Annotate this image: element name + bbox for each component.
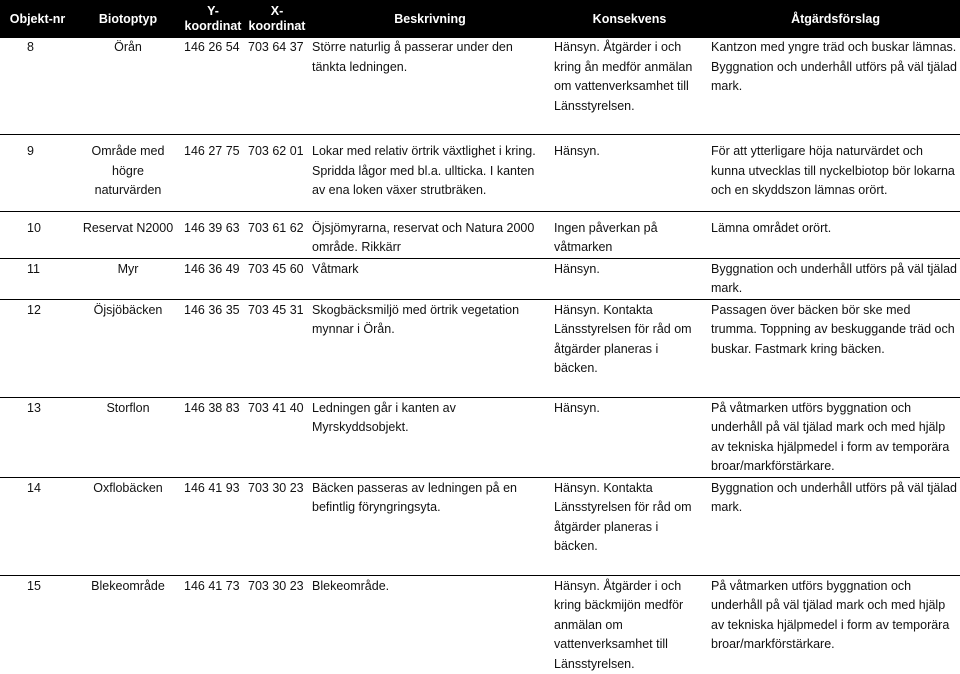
cell-x: 703 30 23	[245, 479, 309, 557]
cell-atgard: På våtmarken utförs byggnation och underhåll på väl tjälad mark och med hjälp av tekniska hjälpmedel i form av temporära broar/markförstärkare.	[708, 577, 960, 674]
cell-x: 703 62 01	[245, 136, 309, 201]
table-row	[0, 301, 960, 379]
header-biotoptyp: Biotoptyp	[75, 0, 181, 38]
cell-atgard: För att ytterligare höja naturvärdet och kunna utvecklas till nyckelbiotop bör lokarna och en skyddszon lämnas orört.	[708, 136, 960, 201]
header-x-koordinat: X- koordinat	[245, 0, 309, 38]
table-row	[0, 577, 960, 674]
cell-atgard: Passagen över bäcken bör ske med trumma. Toppning av beskuggande träd och buskar. Fastmark kring bäcken.	[708, 301, 960, 379]
cell-biotoptyp: Område med högre naturvärden	[75, 136, 181, 201]
table-row	[0, 399, 960, 478]
cell-nr: 15	[0, 577, 75, 674]
table-row	[0, 38, 960, 116]
header-atgard: Åtgärdsförslag	[708, 0, 960, 38]
cell-atgard: Byggnation och underhåll utförs på väl tjälad mark.	[708, 479, 960, 557]
cell-biotoptyp: Oxflobäcken	[75, 479, 181, 557]
table-row	[0, 213, 960, 259]
cell-nr: 12	[0, 301, 75, 379]
cell-nr: 14	[0, 479, 75, 557]
cell-biotoptyp: Storflon	[75, 399, 181, 478]
cell-y: 146 39 63	[181, 213, 245, 259]
cell-y: 146 38 83	[181, 399, 245, 478]
cell-x: 703 41 40	[245, 399, 309, 478]
cell-y: 146 26 54	[181, 38, 245, 116]
cell-nr: 8	[0, 38, 75, 116]
cell-konsekvens: Hänsyn. Åtgärder i och kring bäckmijön medför anmälan om vattenverksamhet till Länsstyrelsen.	[551, 577, 708, 674]
cell-beskrivning: Bäcken passeras av ledningen på en befintlig föryngringsyta.	[309, 479, 551, 557]
cell-atgard: Lämna området orört.	[708, 213, 960, 259]
cell-y: 146 41 93	[181, 479, 245, 557]
cell-nr: 9	[0, 136, 75, 201]
cell-x: 703 45 31	[245, 301, 309, 379]
header-konsekvens: Konsekvens	[551, 0, 708, 38]
cell-y: 146 36 49	[181, 260, 245, 300]
cell-beskrivning: Skogbäcksmiljö med örtrik vegetation mynnar i Örån.	[309, 301, 551, 379]
header-objekt-nr: Objekt-nr	[0, 0, 75, 38]
table-row	[0, 260, 960, 300]
header-beskrivning: Beskrivning	[309, 0, 551, 38]
cell-x: 703 30 23	[245, 577, 309, 674]
cell-konsekvens: Hänsyn. Kontakta Länsstyrelsen för råd om åtgärder planeras i bäcken.	[551, 301, 708, 379]
cell-atgard: Kantzon med yngre träd och buskar lämnas. Byggnation och underhåll utförs på väl tjälad mark.	[708, 38, 960, 116]
cell-biotoptyp: Örån	[75, 38, 181, 116]
cell-atgard: Byggnation och underhåll utförs på väl tjälad mark.	[708, 260, 960, 300]
cell-konsekvens: Hänsyn.	[551, 260, 708, 300]
cell-biotoptyp: Myr	[75, 260, 181, 300]
header-row	[0, 0, 960, 38]
cell-biotoptyp: Blekeområde	[75, 577, 181, 674]
cell-konsekvens: Hänsyn.	[551, 399, 708, 478]
cell-beskrivning: Ledningen går i kanten av Myrskyddsobjekt.	[309, 399, 551, 478]
cell-y: 146 36 35	[181, 301, 245, 379]
cell-beskrivning: Våtmark	[309, 260, 551, 300]
cell-konsekvens: Ingen påverkan på våtmarken	[551, 213, 708, 259]
cell-x: 703 61 62	[245, 213, 309, 259]
cell-beskrivning: Öjsjömyrarna, reservat och Natura 2000 område. Rikkärr	[309, 213, 551, 259]
cell-biotoptyp: Öjsjöbäcken	[75, 301, 181, 379]
cell-konsekvens: Hänsyn.	[551, 136, 708, 201]
cell-nr: 11	[0, 260, 75, 300]
cell-nr: 10	[0, 213, 75, 259]
table-row	[0, 136, 960, 201]
cell-beskrivning: Större naturlig å passerar under den tänkta ledningen.	[309, 38, 551, 116]
cell-konsekvens: Hänsyn. Kontakta Länsstyrelsen för råd om åtgärder planeras i bäcken.	[551, 479, 708, 557]
table-row	[0, 479, 960, 557]
cell-beskrivning: Lokar med relativ örtrik växtlighet i kring. Spridda lågor med bl.a. ullticka. I kanten av ena loken växer strutbräken.	[309, 136, 551, 201]
header-y-koordinat: Y- koordinat	[181, 0, 245, 38]
cell-y: 146 27 75	[181, 136, 245, 201]
cell-x: 703 64 37	[245, 38, 309, 116]
cell-y: 146 41 73	[181, 577, 245, 674]
cell-biotoptyp: Reservat N2000	[75, 213, 181, 259]
cell-atgard: På våtmarken utförs byggnation och underhåll på väl tjälad mark och med hjälp av tekniska hjälpmedel i form av temporära broar/markförstärkare.	[708, 399, 960, 478]
cell-konsekvens: Hänsyn. Åtgärder i och kring ån medför anmälan om vattenverksamhet till Länsstyrelsen.	[551, 38, 708, 116]
cell-x: 703 45 60	[245, 260, 309, 300]
cell-nr: 13	[0, 399, 75, 478]
cell-beskrivning: Blekeområde.	[309, 577, 551, 674]
